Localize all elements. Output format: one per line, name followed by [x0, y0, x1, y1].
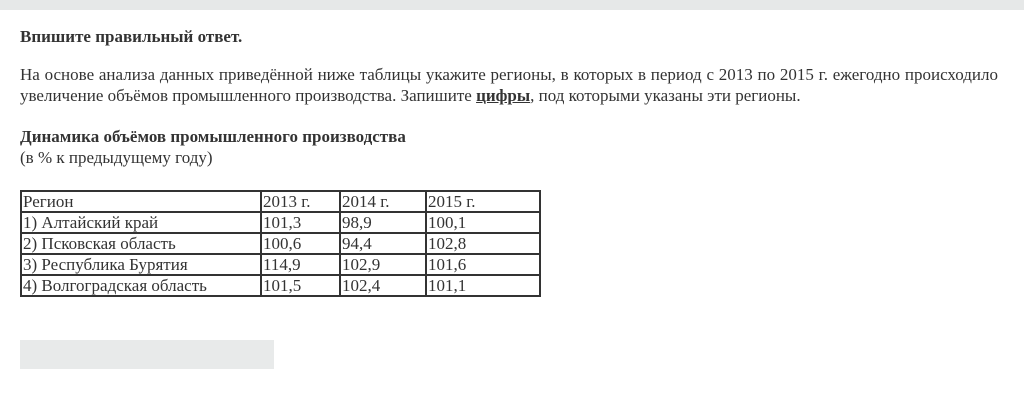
- table-cell: 101,1: [426, 275, 540, 296]
- table-cell: 4) Волгоградская область: [21, 275, 261, 296]
- table-title: Динамика объёмов промышленного производства: [20, 127, 406, 146]
- table-cell: 100,6: [261, 233, 340, 254]
- data-table: [20, 190, 541, 297]
- table-row: [21, 212, 540, 233]
- table-cell: 102,9: [340, 254, 426, 275]
- answer-input[interactable]: [20, 340, 274, 369]
- question-text-before: На основе анализа данных приведённой ниже таблицы укажите регионы, в которых в период с 2013 по 2015 г. ежегодно происходило увеличение объёмов промышленного производства. Запишите: [20, 65, 998, 105]
- table-cell: 3) Республика Бурятия: [21, 254, 261, 275]
- table-cell: 114,9: [261, 254, 340, 275]
- table-cell: 102,4: [340, 275, 426, 296]
- question-text-after: , под которыми указаны эти регионы.: [530, 86, 801, 105]
- table-header-cell: 2013 г.: [261, 191, 340, 212]
- table-cell: 102,8: [426, 233, 540, 254]
- table-cell: 1) Алтайский край: [21, 212, 261, 233]
- table-cell: 2) Псковская область: [21, 233, 261, 254]
- question-text: [20, 64, 998, 106]
- question-keyword: цифры: [476, 86, 531, 105]
- top-bar: [0, 0, 1024, 10]
- table-header-row: [21, 191, 540, 212]
- table-cell: 98,9: [340, 212, 426, 233]
- table-subtitle: (в % к предыдущему году): [20, 148, 213, 167]
- table-header-cell: 2015 г.: [426, 191, 540, 212]
- table-row: [21, 233, 540, 254]
- table-row: [21, 254, 540, 275]
- table-cell: 94,4: [340, 233, 426, 254]
- task-instruction: Впишите правильный ответ.: [20, 27, 243, 46]
- table-row: [21, 275, 540, 296]
- table-cell: 101,3: [261, 212, 340, 233]
- table-cell: 100,1: [426, 212, 540, 233]
- table-header-cell: Регион: [21, 191, 261, 212]
- task-content: [20, 26, 998, 297]
- table-header-cell: 2014 г.: [340, 191, 426, 212]
- table-cell: 101,6: [426, 254, 540, 275]
- table-cell: 101,5: [261, 275, 340, 296]
